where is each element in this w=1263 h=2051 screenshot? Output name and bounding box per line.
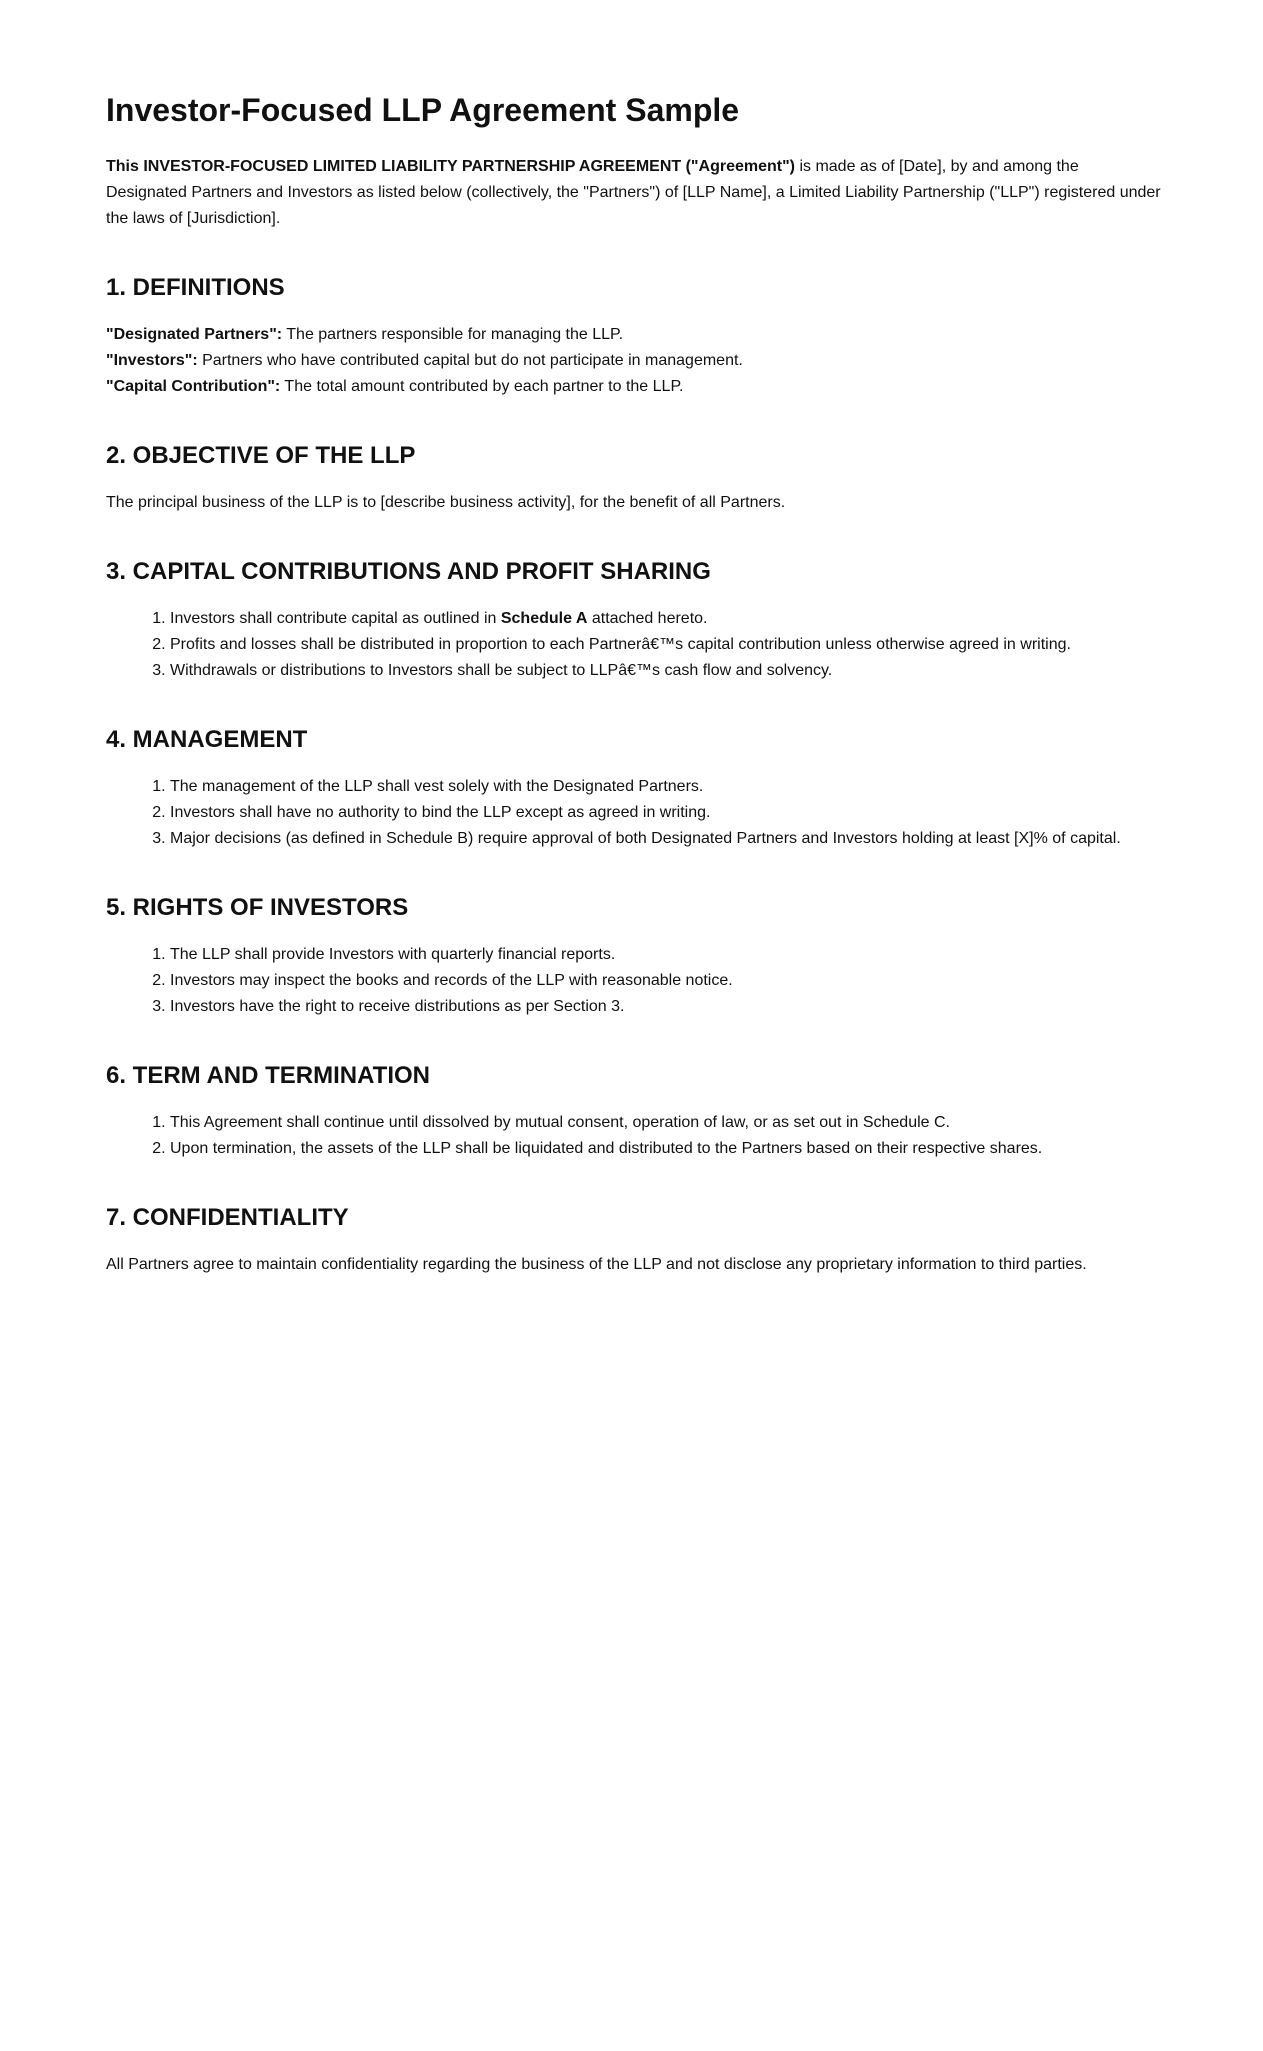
section-heading: 5. RIGHTS OF INVESTORS xyxy=(106,894,409,921)
list-item: 3. Major decisions (as defined in Schedule B) require approval of both Designated Partners and Investors holding at least [X]% of capital. xyxy=(170,826,1163,852)
definition-term: "Investors": xyxy=(106,352,198,369)
list-item: 1. The management of the LLP shall vest solely with the Designated Partners. xyxy=(170,774,1163,800)
list-item-text: attached hereto. xyxy=(587,610,708,627)
numbered-list xyxy=(106,774,1163,852)
list-item: 3. Investors have the right to receive distributions as per Section 3. xyxy=(170,994,1163,1020)
section-heading: 3. CAPITAL CONTRIBUTIONS AND PROFIT SHARING xyxy=(106,558,711,585)
list-item-text: Investors shall contribute capital as outlined in xyxy=(170,610,501,627)
section-heading: 1. DEFINITIONS xyxy=(106,274,285,301)
definition-item xyxy=(106,348,1163,374)
schedule-a-reference: Schedule A xyxy=(500,610,588,627)
document-title: Investor-Focused LLP Agreement Sample xyxy=(106,92,740,128)
definition-text: The total amount contributed by each partner to the LLP. xyxy=(280,378,684,395)
section-objective xyxy=(106,440,1163,516)
section-heading: 4. MANAGEMENT xyxy=(106,726,308,753)
list-item: 3. Withdrawals or distributions to Investors shall be subject to LLPâ€™s cash flow and solvency. xyxy=(170,658,1163,684)
list-item: 1. This Agreement shall continue until dissolved by mutual consent, operation of law, or as set out in Schedule C. xyxy=(170,1110,1163,1136)
intro-bold-lead: This INVESTOR-FOCUSED LIMITED LIABILITY PARTNERSHIP AGREEMENT ("Agreement") xyxy=(106,158,795,175)
definition-item xyxy=(106,374,1163,400)
section-paragraph: The principal business of the LLP is to [describe business activity], for the benefit of all Partners. xyxy=(106,494,786,511)
section-term xyxy=(106,1060,1163,1162)
numbered-list xyxy=(106,606,1163,684)
section-management xyxy=(106,724,1163,852)
intro-paragraph xyxy=(106,154,1163,232)
definition-item xyxy=(106,322,1163,348)
list-item xyxy=(170,606,1163,632)
definition-text: The partners responsible for managing the LLP. xyxy=(282,326,624,343)
numbered-list xyxy=(106,942,1163,1020)
list-item: 1. The LLP shall provide Investors with quarterly financial reports. xyxy=(170,942,1163,968)
section-heading: 2. OBJECTIVE OF THE LLP xyxy=(106,442,416,469)
definition-term: "Designated Partners": xyxy=(106,326,283,343)
list-item: 2. Profits and losses shall be distributed in proportion to each Partnerâ€™s capital contribution unless otherwise agreed in writing. xyxy=(170,632,1163,658)
section-capital xyxy=(106,556,1163,684)
section-rights xyxy=(106,892,1163,1020)
intro-text: is made as of [Date], by and among the Designated Partners and Investors as listed below (collectively, the "Partners") of [LLP Name], a Limited Liability Partnership ("LLP") registered under the laws of [Jurisdiction]. xyxy=(106,158,1161,227)
numbered-list xyxy=(106,1110,1163,1162)
list-item: 2. Upon termination, the assets of the LLP shall be liquidated and distributed to the Partners based on their respective shares. xyxy=(170,1136,1163,1162)
section-paragraph: All Partners agree to maintain confidentiality regarding the business of the LLP and not disclose any proprietary information to third parties. xyxy=(106,1256,1087,1273)
list-item: 2. Investors shall have no authority to bind the LLP except as agreed in writing. xyxy=(170,800,1163,826)
section-confidentiality xyxy=(106,1202,1163,1278)
section-heading: 7. CONFIDENTIALITY xyxy=(106,1204,349,1231)
section-heading: 6. TERM AND TERMINATION xyxy=(106,1062,430,1089)
definition-term: "Capital Contribution": xyxy=(106,378,281,395)
section-definitions xyxy=(106,272,1163,400)
definition-text: Partners who have contributed capital but do not participate in management. xyxy=(197,352,743,369)
list-item: 2. Investors may inspect the books and records of the LLP with reasonable notice. xyxy=(170,968,1163,994)
